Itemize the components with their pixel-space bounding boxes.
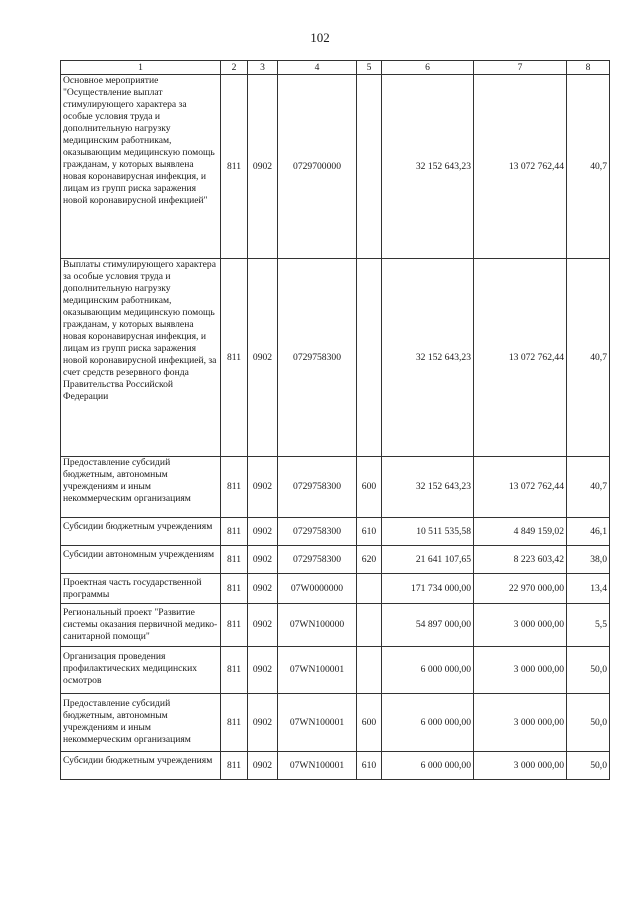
table-row: [61, 752, 610, 780]
item-name-cell: Организация проведения профилактических медицинских осмотров: [61, 647, 221, 694]
target-article-cell: 0729758300: [278, 518, 357, 546]
admin-code-cell: 811: [221, 457, 248, 518]
section-code-cell: 0902: [248, 647, 278, 694]
target-article-cell: 0729700000: [278, 75, 357, 259]
planned-amount-cell: 21 641 107,65: [382, 546, 474, 574]
table-row: [61, 647, 610, 694]
target-article-cell: 0729758300: [278, 259, 357, 457]
expense-type-cell: 610: [357, 752, 382, 780]
item-name-cell: Субсидии автономным учреждениям: [61, 546, 221, 574]
section-code-cell: 0902: [248, 574, 278, 604]
expense-type-cell: 620: [357, 546, 382, 574]
table-row: [61, 75, 610, 259]
expense-type-cell: [357, 75, 382, 259]
expense-type-cell: 610: [357, 518, 382, 546]
admin-code-cell: 811: [221, 574, 248, 604]
column-header: 2: [221, 61, 248, 75]
budget-table: [60, 60, 610, 780]
executed-amount-cell: 22 970 000,00: [474, 574, 567, 604]
column-header: 4: [278, 61, 357, 75]
column-header: 5: [357, 61, 382, 75]
executed-amount-cell: 3 000 000,00: [474, 752, 567, 780]
target-article-cell: 0729758300: [278, 546, 357, 574]
item-name-cell: Основное мероприятие "Осуществление выплат стимулирующего характера за особые условия труда и дополнительную нагрузку медицинским работникам, оказывающим медицинскую помощь гражданам, у которых выявлена новая коронавирусная инфекция, и лицам из групп риска заражения новой коронавирусной инфекцией": [61, 75, 221, 259]
planned-amount-cell: 54 897 000,00: [382, 604, 474, 647]
execution-percent-cell: 50,0: [567, 752, 610, 780]
item-name-cell: Предоставление субсидий бюджетным, автономным учреждениям и иным некоммерческим организациям: [61, 457, 221, 518]
admin-code-cell: 811: [221, 546, 248, 574]
executed-amount-cell: 3 000 000,00: [474, 604, 567, 647]
admin-code-cell: 811: [221, 694, 248, 752]
admin-code-cell: 811: [221, 518, 248, 546]
executed-amount-cell: 13 072 762,44: [474, 457, 567, 518]
column-header: 6: [382, 61, 474, 75]
item-name-cell: Субсидии бюджетным учреждениям: [61, 518, 221, 546]
admin-code-cell: 811: [221, 75, 248, 259]
admin-code-cell: 811: [221, 752, 248, 780]
section-code-cell: 0902: [248, 75, 278, 259]
execution-percent-cell: 40,7: [567, 75, 610, 259]
table-row: [61, 574, 610, 604]
section-code-cell: 0902: [248, 752, 278, 780]
execution-percent-cell: 50,0: [567, 694, 610, 752]
expense-type-cell: 600: [357, 694, 382, 752]
executed-amount-cell: 8 223 603,42: [474, 546, 567, 574]
header-row: [61, 61, 610, 75]
expense-type-cell: 600: [357, 457, 382, 518]
planned-amount-cell: 32 152 643,23: [382, 457, 474, 518]
table-row: [61, 604, 610, 647]
section-code-cell: 0902: [248, 604, 278, 647]
target-article-cell: 07WN100001: [278, 647, 357, 694]
item-name-cell: Предоставление субсидий бюджетным, автономным учреждениям и иным некоммерческим организациям: [61, 694, 221, 752]
section-code-cell: 0902: [248, 694, 278, 752]
section-code-cell: 0902: [248, 259, 278, 457]
target-article-cell: 0729758300: [278, 457, 357, 518]
page-number: 102: [310, 30, 330, 45]
target-article-cell: 07WN100000: [278, 604, 357, 647]
section-code-cell: 0902: [248, 457, 278, 518]
table-row: [61, 546, 610, 574]
execution-percent-cell: 50,0: [567, 647, 610, 694]
execution-percent-cell: 40,7: [567, 259, 610, 457]
column-header: 8: [567, 61, 610, 75]
executed-amount-cell: 13 072 762,44: [474, 75, 567, 259]
executed-amount-cell: 13 072 762,44: [474, 259, 567, 457]
executed-amount-cell: 3 000 000,00: [474, 694, 567, 752]
table-row: [61, 518, 610, 546]
execution-percent-cell: 13,4: [567, 574, 610, 604]
planned-amount-cell: 10 511 535,58: [382, 518, 474, 546]
section-code-cell: 0902: [248, 546, 278, 574]
table-row: [61, 259, 610, 457]
expense-type-cell: [357, 574, 382, 604]
planned-amount-cell: 6 000 000,00: [382, 752, 474, 780]
expense-type-cell: [357, 259, 382, 457]
section-code-cell: 0902: [248, 518, 278, 546]
target-article-cell: 07W0000000: [278, 574, 357, 604]
execution-percent-cell: 40,7: [567, 457, 610, 518]
table-row: [61, 694, 610, 752]
target-article-cell: 07WN100001: [278, 752, 357, 780]
admin-code-cell: 811: [221, 604, 248, 647]
admin-code-cell: 811: [221, 647, 248, 694]
expense-type-cell: [357, 604, 382, 647]
planned-amount-cell: 171 734 000,00: [382, 574, 474, 604]
item-name-cell: Субсидии бюджетным учреждениям: [61, 752, 221, 780]
planned-amount-cell: 6 000 000,00: [382, 694, 474, 752]
planned-amount-cell: 32 152 643,23: [382, 259, 474, 457]
execution-percent-cell: 38,0: [567, 546, 610, 574]
execution-percent-cell: 46,1: [567, 518, 610, 546]
executed-amount-cell: 3 000 000,00: [474, 647, 567, 694]
planned-amount-cell: 6 000 000,00: [382, 647, 474, 694]
planned-amount-cell: 32 152 643,23: [382, 75, 474, 259]
executed-amount-cell: 4 849 159,02: [474, 518, 567, 546]
execution-percent-cell: 5,5: [567, 604, 610, 647]
admin-code-cell: 811: [221, 259, 248, 457]
item-name-cell: Региональный проект "Развитие системы оказания первичной медико-санитарной помощи": [61, 604, 221, 647]
column-header: 7: [474, 61, 567, 75]
table-row: [61, 457, 610, 518]
column-header: 3: [248, 61, 278, 75]
item-name-cell: Проектная часть государственной программы: [61, 574, 221, 604]
target-article-cell: 07WN100001: [278, 694, 357, 752]
item-name-cell: Выплаты стимулирующего характера за особые условия труда и дополнительную нагрузку медицинским работникам, оказывающим медицинскую помощь гражданам, у которых выявлена новая коронавирусная инфекция, и лицам из групп риска заражения новой коронавирусной инфекцией, за счет средств резервного фонда Правительства Российской Федерации: [61, 259, 221, 457]
expense-type-cell: [357, 647, 382, 694]
column-header: 1: [61, 61, 221, 75]
